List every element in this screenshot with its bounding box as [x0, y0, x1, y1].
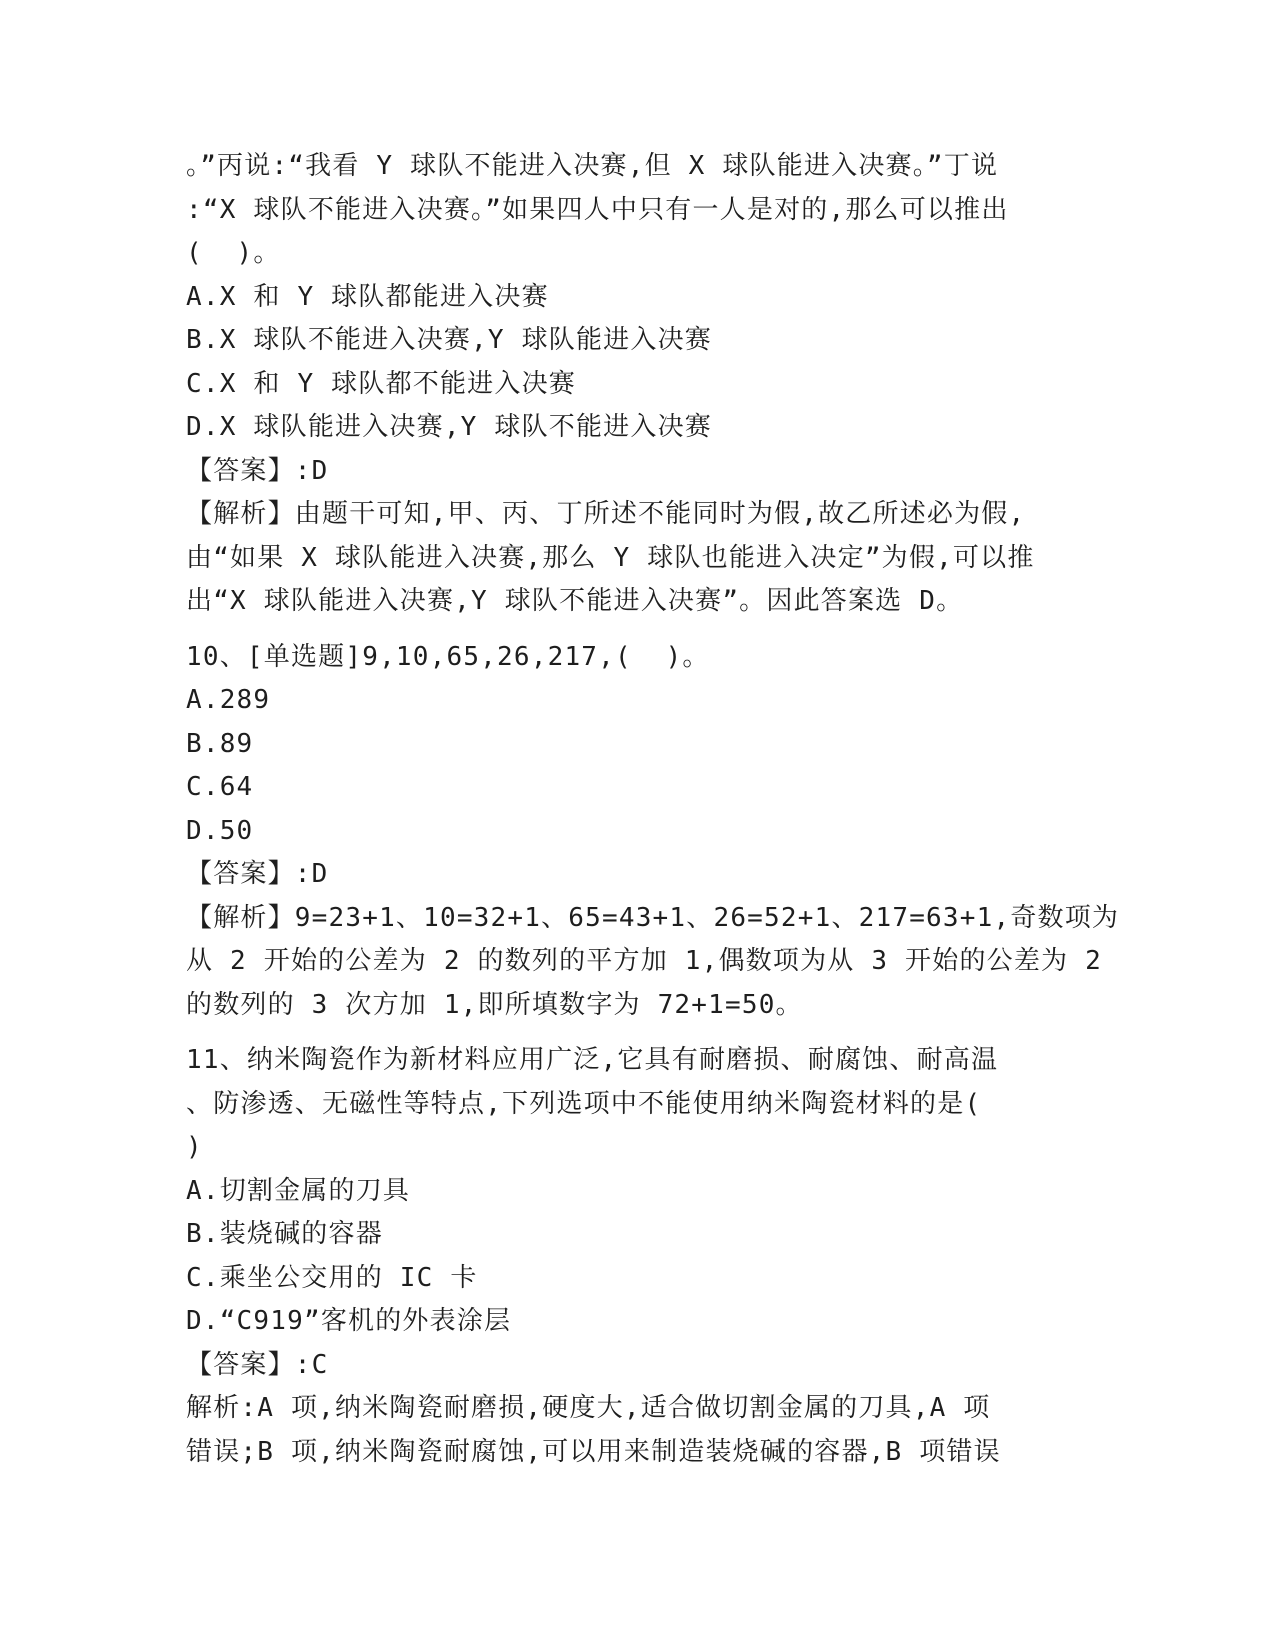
q9-option-d: D.X 球队能进入决赛,Y 球队不能进入决赛 [186, 412, 712, 442]
q9-analysis-line-2: 由“如果 X 球队能进入决赛,那么 Y 球队也能进入决定”为假,可以推 [186, 542, 1035, 573]
q10-analysis-line-2: 从 2 开始的公差为 2 的数列的平方加 1,偶数项为从 3 开始的公差为 2 [186, 946, 1102, 976]
q11-analysis-line-2: 错误;B 项,纳米陶瓷耐腐蚀,可以用来制造装烧碱的容器,B 项错误 [186, 1436, 1001, 1467]
q10-option-b: B.89 [186, 728, 254, 759]
q11-answer: 【答案】:C [186, 1349, 329, 1380]
q9-analysis-line-3: 出“X 球队能进入决赛,Y 球队不能进入决赛”。因此答案选 D。 [186, 586, 964, 616]
q10-option-a: A.289 [186, 685, 271, 715]
spacer [186, 624, 1086, 636]
q10-option-c: C.64 [186, 772, 254, 802]
spacer [186, 1027, 1086, 1039]
q11-stem-line-3: ) [186, 1132, 203, 1162]
q10-answer: 【答案】:D [186, 859, 329, 889]
q11-option-d: D.“C919”客机的外表涂层 [186, 1306, 512, 1336]
q9-stem-line-3: ( )。 [186, 238, 281, 268]
q11-stem-line-1: 11、纳米陶瓷作为新材料应用广泛,它具有耐磨损、耐腐蚀、耐高温 [186, 1045, 999, 1075]
q11-option-c: C.乘坐公交用的 IC 卡 [186, 1262, 478, 1293]
document-page [186, 145, 1120, 1474]
question-11 [186, 1039, 1086, 1474]
q10-option-d: D.50 [186, 815, 254, 846]
q11-option-b: B.装烧碱的容器 [186, 1219, 383, 1249]
q11-analysis-line-1: 解析:A 项,纳米陶瓷耐磨损,硬度大,适合做切割金属的刀具,A 项 [186, 1393, 991, 1423]
question-9-tail [186, 145, 1086, 624]
q9-analysis-line-1: 【解析】由题干可知,甲、丙、丁所述不能同时为假,故乙所述必为假, [186, 499, 1026, 529]
q9-option-b: B.X 球队不能进入决赛,Y 球队能进入决赛 [186, 325, 712, 355]
q9-stem-line-2: :“X 球队不能进入决赛。”如果四人中只有一人是对的,那么可以推出 [186, 194, 1009, 225]
q10-analysis-line-1: 【解析】9=23+1、10=32+1、65=43+1、26=52+1、217=63+1,奇数项为 [186, 902, 1120, 933]
q11-option-a: A.切割金属的刀具 [186, 1175, 411, 1206]
q9-stem-line-1: 。”丙说:“我看 Y 球队不能进入决赛,但 X 球队能进入决赛。”丁说 [186, 151, 999, 181]
q10-stem: 10、[单选题]9,10,65,26,217,( )。 [186, 641, 710, 672]
q9-option-a: A.X 和 Y 球队都能进入决赛 [186, 281, 549, 312]
q10-analysis-line-3: 的数列的 3 次方加 1,即所填数字为 72+1=50。 [186, 989, 803, 1020]
q9-option-c: C.X 和 Y 球队都不能进入决赛 [186, 368, 576, 399]
q9-answer: 【答案】:D [186, 455, 329, 486]
q11-stem-line-2: 、防渗透、无磁性等特点,下列选项中不能使用纳米陶瓷材料的是( [186, 1088, 982, 1119]
question-10 [186, 636, 1120, 1028]
